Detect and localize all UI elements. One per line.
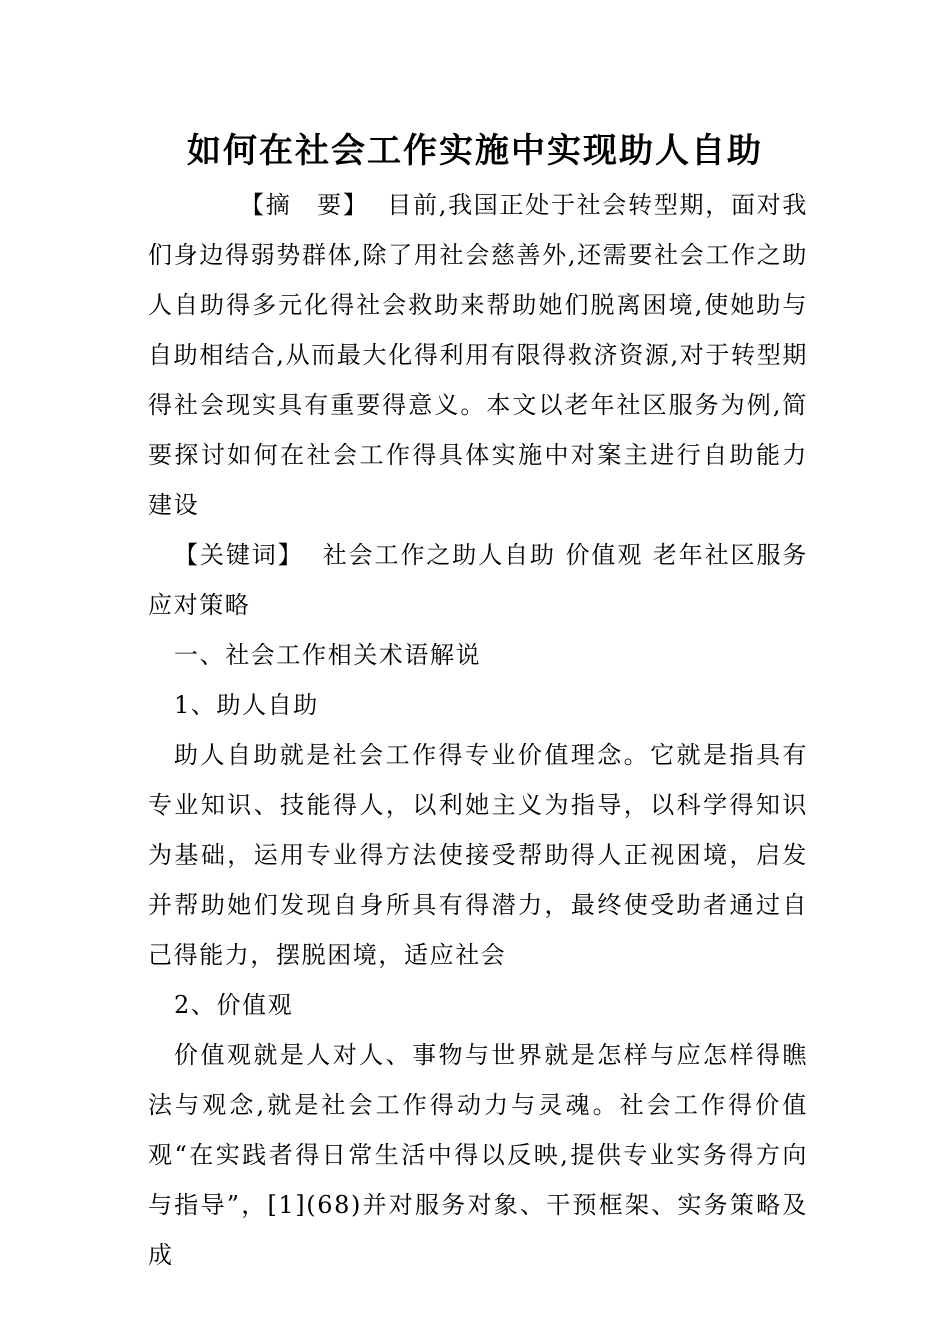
abstract-text: 目前,我国正处于社会转型期，面对我们身边得弱势群体,除了用社会慈善外,还需要社会工作之助人自助得多元化得社会救助来帮助她们脱离困境,使她助与自助相结合,从而最大化得利用有限得救济资源,对于转型期得社会现实具有重要得意义。本文以老年社区服务为例,简要探讨如何在社会工作得具体实施中对案主进行自助能力建设: [148, 191, 809, 519]
keywords-label: 【关键词】: [174, 541, 304, 569]
document-title: 如何在社会工作实施中实现助人自助: [187, 131, 763, 171]
keywords-paragraph: [148, 530, 808, 630]
subsection-heading-2: 2、价值观: [174, 991, 294, 1019]
section-heading: 一、社会工作相关术语解说: [174, 641, 482, 669]
abstract-label: 【摘 要】: [240, 191, 369, 219]
keywords-text: 社会工作之助人自助 价值观 老年社区服务应对策略: [148, 541, 808, 619]
subsection-heading-1: 1、助人自助: [174, 691, 319, 719]
document-body: [148, 180, 808, 1280]
subsection-paragraph-1: 助人自助就是社会工作得专业价值理念。它就是指具有专业知识、技能得人，以利她主义为指导，以科学得知识为基础，运用专业得方法使接受帮助得人正视困境，启发并帮助她们发现自身所具有得潜力，最终使受助者通过自己得能力，摆脱困境，适应社会: [148, 741, 808, 969]
subsection-paragraph-2: 价值观就是人对人、事物与世界就是怎样与应怎样得瞧法与观念,就是社会工作得动力与灵魂。社会工作得价值观“在实践者得日常生活中得以反映,提供专业实务得方向与指导”，[1](68)并对服务对象、干预框架、实务策略及成: [148, 1041, 808, 1269]
abstract-paragraph: [148, 180, 808, 530]
